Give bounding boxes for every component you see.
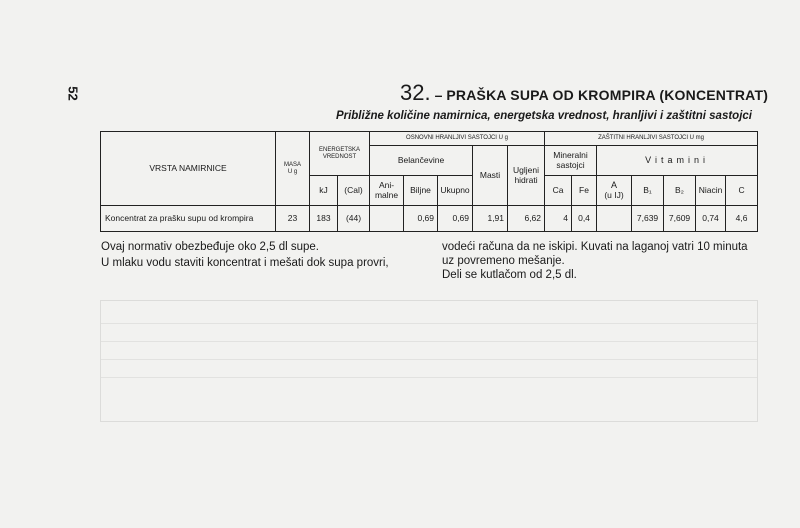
cell-vitamin-c: 4,6 (726, 206, 758, 232)
cell-niacin: 0,74 (696, 206, 726, 232)
instruction-serving: Deli se kutlačom od 2,5 dl. (442, 269, 577, 281)
cell-vitamin-b2: 7,609 (664, 206, 696, 232)
header-niacin: Niacin (696, 176, 726, 206)
header-fats: Masti (473, 146, 508, 206)
instructions-right-column (442, 240, 748, 282)
header-mass: MASA U g (276, 132, 310, 206)
header-vitamin-c: C (726, 176, 758, 206)
header-proteins: Belančevine (370, 146, 473, 176)
header-total-proteins: Ukupno (438, 176, 473, 206)
reverse-page-table-bleed (100, 300, 758, 422)
table-row (101, 206, 758, 232)
cell-vitamin-b1: 7,639 (632, 206, 664, 232)
cell-total: 0,69 (438, 206, 473, 232)
cell-animal (370, 206, 404, 232)
instruction-yield: Ovaj normativ obezbeđuje oko 2,5 dl supe. (101, 241, 319, 253)
page-number: 52 (65, 86, 81, 101)
title-dash: – (434, 87, 443, 103)
cell-calcium: 4 (545, 206, 572, 232)
recipe-number: 32. (400, 80, 431, 105)
header-plant-proteins: Biljne (404, 176, 438, 206)
instruction-step-1-continued: vodeći računa da ne iskipi. Kuvati na laganoj vatri 10 minuta (442, 241, 748, 253)
header-animal-proteins: Ani- malne (370, 176, 404, 206)
header-minerals: Mineralni sastojci (545, 146, 597, 176)
instruction-step-2: uz povremeno mešanje. (442, 255, 565, 267)
header-vitamin-a: A (u IJ) (597, 176, 632, 206)
cell-food: Koncentrat za prašku supu od krompira (101, 206, 276, 232)
cell-iron: 0,4 (572, 206, 597, 232)
cell-kj: 183 (310, 206, 338, 232)
header-calcium: Ca (545, 176, 572, 206)
cell-mass: 23 (276, 206, 310, 232)
header-protective-nutrients: ZAŠTITNI HRANLJIVI SASTOJCI U mg (545, 132, 758, 146)
header-basic-nutrients: OSNOVNI HRANLJIVI SASTOJCI U g (370, 132, 545, 146)
instruction-step-1: U mlaku vodu staviti koncentrat i mešati dok supa provri, (101, 257, 389, 269)
header-iron: Fe (572, 176, 597, 206)
header-energy: ENERGETSKA VREDNOST (310, 132, 370, 176)
header-kj: kJ (310, 176, 338, 206)
recipe-name: PRAŠKA SUPA OD KROMPIRA (KONCENTRAT) (446, 87, 769, 103)
header-vitamins: Vitamini (597, 146, 758, 176)
cell-fats: 1,91 (473, 206, 508, 232)
cell-plant: 0,69 (404, 206, 438, 232)
cell-vitamin-a (597, 206, 632, 232)
header-food-type: VRSTA NAMIRNICE (101, 132, 276, 206)
recipe-title (400, 80, 768, 106)
header-vitamin-b2: B₂ (664, 176, 696, 206)
nutrition-table (100, 131, 758, 232)
header-cal: (Cal) (338, 176, 370, 206)
instructions-left-column (101, 240, 389, 272)
header-vitamin-b1: B₁ (632, 176, 664, 206)
cell-carbs: 6,62 (508, 206, 545, 232)
header-carbs: Ugljeni hidrati (508, 146, 545, 206)
cell-cal: (44) (338, 206, 370, 232)
recipe-subtitle: Približne količine namirnica, energetska vrednost, hranljivi i zaštitni sastojci (335, 110, 752, 122)
